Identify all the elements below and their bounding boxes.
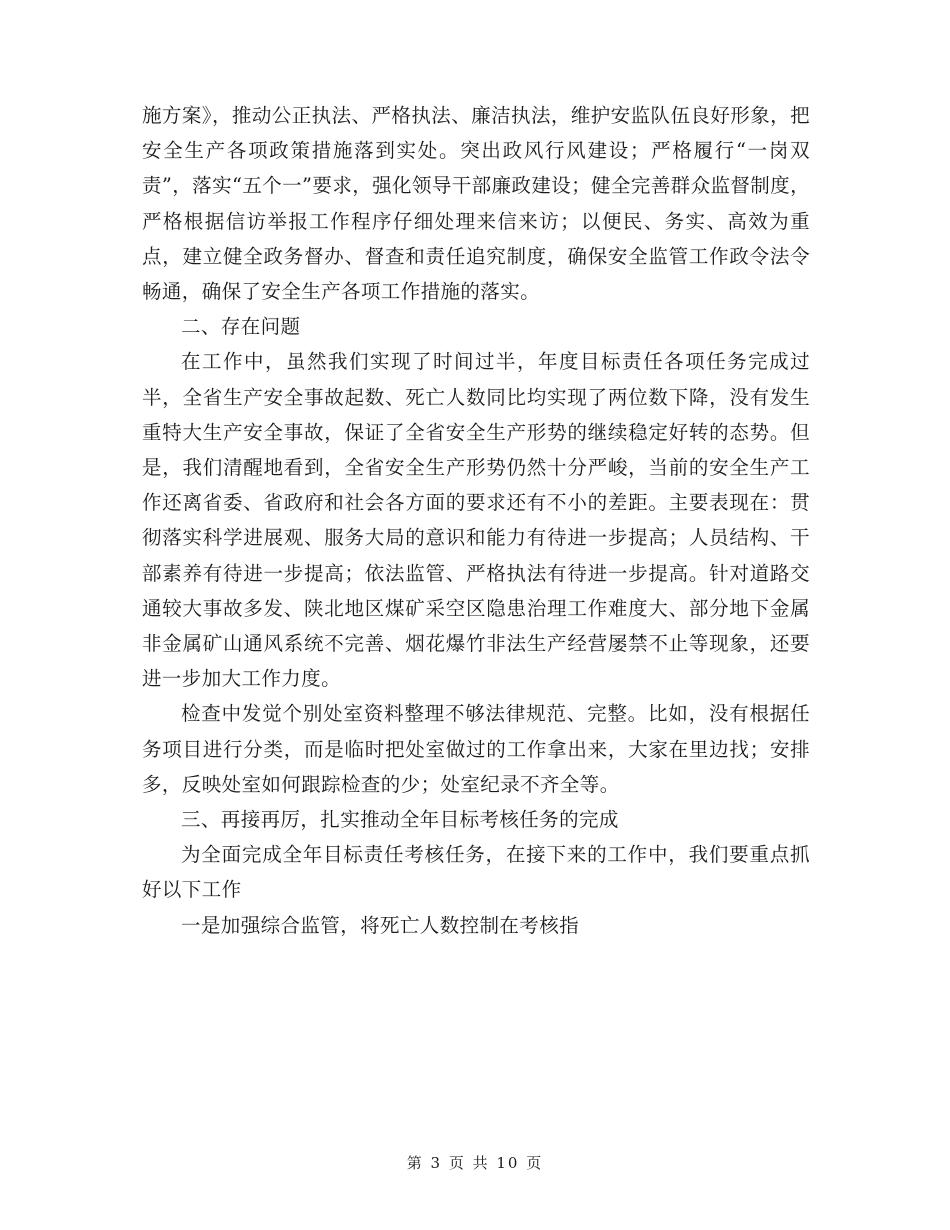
document-body bbox=[142, 98, 810, 943]
paragraph-inspection: 检查中发觉个别处室资料整理不够法律规范、完整。比如，没有根据任务项目进行分类，而是临时把处室做过的工作拿出来，大家在里边找；安排多，反映处室如何跟踪检查的少；处室纪录不齐全等。 bbox=[142, 702, 810, 796]
paragraph-task-one: 一是加强综合监管，将死亡人数控制在考核指 bbox=[181, 913, 580, 937]
paragraph-problems: 在工作中，虽然我们实现了时间过半，年度目标责任各项任务完成过半，全省生产安全事故起数、死亡人数同比均实现了两位数下降，没有发生重特大生产安全事故，保证了全省安全生产形势的继续稳定好转的态势。但是，我们清醒地看到，全省安全生产形势仍然十分严峻，当前的安全生产工作还离省委、省政府和社会各方面的要求还有不小的差距。主要表现在：贯彻落实科学进展观、服务大局的意识和能力有待进一步提高；人员结构、干部素养有待进一步提高；依法监管、严格执法有待进一步提高。针对道路交通较大事故多发、陕北地区煤矿采空区隐患治理工作难度大、部分地下金属非金属矿山通风系统不完善、烟花爆竹非法生产经营屡禁不止等现象，还要进一步加大工作力度。 bbox=[142, 350, 810, 691]
page-number-footer: 第 3 页 共 10 页 bbox=[406, 1154, 544, 1172]
paragraph-tasks-intro: 为全面完成全年目标责任考核任务，在接下来的工作中，我们要重点抓好以下工作 bbox=[142, 843, 810, 902]
paragraph-continuation: 施方案》，推动公正执法、严格执法、廉洁执法，维护安监队伍良好形象，把安全生产各项政策措施落到实处。突出政风行风建设；严格履行“一岗双责”，落实“五个一”要求，强化领导干部廉政建设；健全完善群众监督制度，严格根据信访举报工作程序仔细处理来信来访；以便民、务实、高效为重点，建立健全政务督办、督查和责任追究制度，确保安全监管工作政令法令畅通，确保了安全生产各项工作措施的落实。 bbox=[142, 104, 810, 304]
section-heading-problems: 二、存在问题 bbox=[181, 315, 301, 339]
section-heading-tasks: 三、再接再厉，扎实推动全年目标考核任务的完成 bbox=[181, 808, 619, 832]
